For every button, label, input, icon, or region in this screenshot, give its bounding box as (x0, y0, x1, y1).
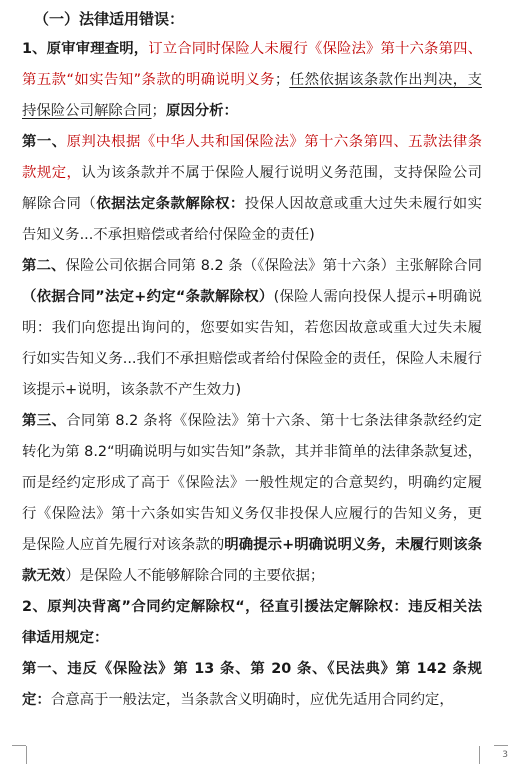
p3-body: 保险公司依据合同第 8.2 条（《保险法》第十六条）主张解除合同 (65, 258, 482, 274)
page-corner-mark-right-h (494, 745, 508, 746)
document-page (22, 0, 482, 716)
p2-body: 认为该条款并不属于保险人履行说明义务范围，支持保险公司解除合同（ (22, 165, 482, 212)
p4-tail: ）是保险人不能够解除合同的主要依据； (65, 568, 325, 584)
p3-tail: (保险人需向投保人提示+明确说明：我们向您提出询问的，您要如实告知，若您因故意或重大过失未履行如实告知义务...我们不承担赔偿或者给付保险金的责任，保险人未履行该提示+说明，该条款不产生效力) (22, 289, 482, 398)
p1-red-text: 订立合同时保险人未履行《保险法》第十六条第四、第五款“如实告知”条款的明确说明义务 (22, 41, 482, 88)
paragraph-6 (22, 654, 482, 716)
page-corner-mark-left (12, 746, 27, 764)
p1-sep2: ； (151, 103, 166, 119)
page-corner-mark-right (479, 746, 494, 764)
paragraph-5: 2、原判决背离”合同约定解除权“，径直引援法定解除权：违反相关法律适用规定： (22, 599, 482, 646)
paragraph-4 (22, 406, 482, 592)
paragraph-3 (22, 251, 482, 406)
p3-bold: （依据合同”法定+约定“条款解除权） (22, 289, 274, 305)
paragraph-1 (22, 34, 482, 127)
p1-cause: 原因分析： (165, 103, 238, 119)
section-heading: （一）法律适用错误： (34, 10, 185, 28)
p6-lead: 第一、违反《保险法》第 13 条、第 20 条、《民法典》第 142 条规定： (22, 661, 482, 708)
p3-lead: 第二、 (22, 258, 66, 274)
p4-bold: 明确提示+明确说明义务，未履行则该条款无效 (22, 537, 482, 584)
paragraph-2 (22, 127, 482, 251)
p1-sep: ； (274, 72, 290, 88)
p2-tail: 投保人因故意或重大过失未履行如实告知义务...不承担赔偿或者给付保险金的责任) (22, 196, 482, 243)
p4-body: 合同第 8.2 条将《保险法》第十六条、第十七条法律条款经约定转化为第 8.2“明确说明与如实告知”条款，其并非简单的法律条款复述，而是经约定形成了高于《保险法》一般性规定的合意契约，明确约定履行《保险法》第十六条如实告知义务仅非投保人应履行的告知义务，更是保险人应首先履行对该条款的 (22, 413, 482, 553)
p4-lead: 第三、 (22, 413, 67, 429)
p6-body: 合意高于一般法定，当条款含义明确时，应优先适用合同约定， (50, 692, 454, 708)
p2-lead: 第一、 (22, 134, 67, 150)
p1-lead: 1、原审审理查明， (22, 41, 149, 57)
p2-red-text: 原判决根据《中华人共和国保险法》第十六条第四、五款法律条款规定， (22, 134, 482, 181)
page-corner-mark-left-h (12, 745, 26, 746)
page-number: 3 (502, 750, 508, 760)
p1-underlined: 任然依据该条款作出判决，支持保险公司解除合同 (22, 72, 482, 119)
p2-bold: 依据法定条款解除权： (96, 196, 245, 212)
